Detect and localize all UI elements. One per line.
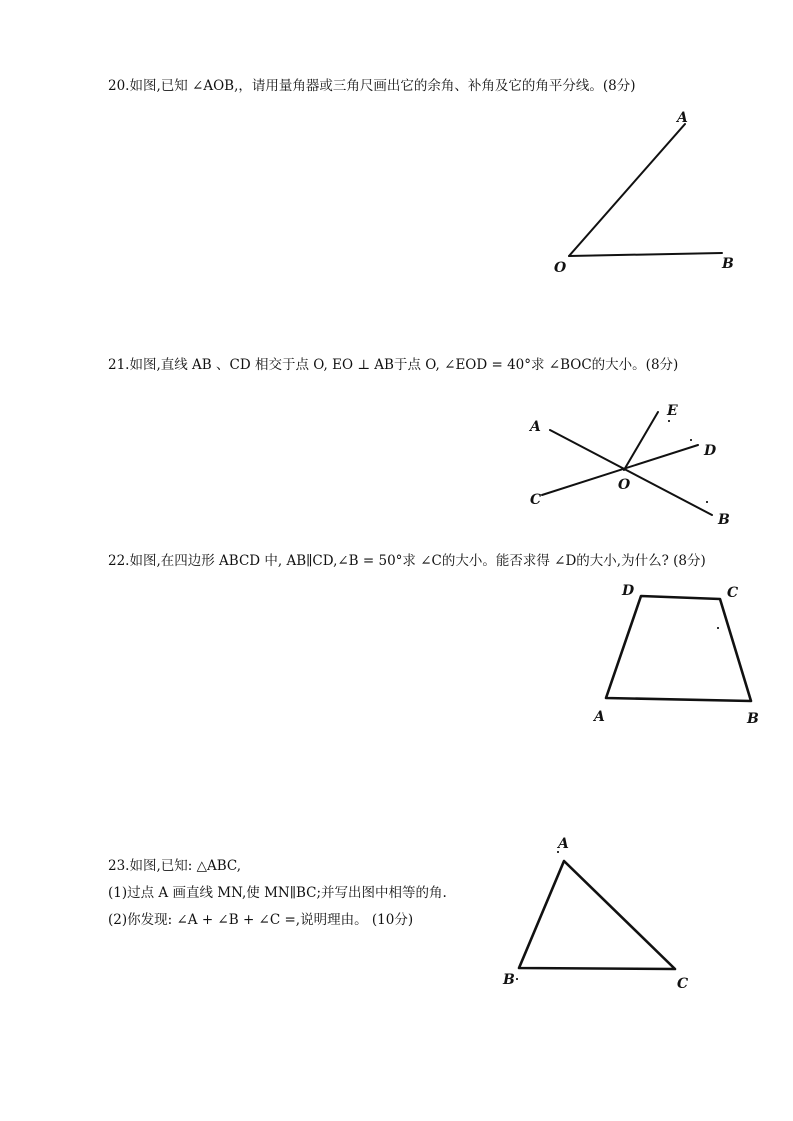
mark-b [516,978,518,980]
question-21-text: 21.如图,直线 AB 、CD 相交于点 O, EO ⊥ AB于点 O, ∠EOD = 40°求 ∠BOC的大小。(8分) [108,357,679,373]
label-c: C [727,585,739,601]
label-o: O [618,477,631,493]
question-22-text: 22.如图,在四边形 ABCD 中, AB∥CD,∠B = 50°求 ∠C的大小。能否求得 ∠D的大小,为什么? (8分) [108,553,706,569]
line-ab [550,430,712,515]
question-23-line2: (1)过点 A 画直线 MN,使 MN∥BC;并写出图中相等的角. [108,885,447,901]
ray-ob [569,253,722,256]
label-b: B [747,711,759,727]
triangle-abc-figure [495,830,705,1000]
angle-aob-figure [540,100,760,280]
label-a: A [558,836,569,852]
label-c: C [530,492,542,508]
ray-oa [569,124,685,256]
label-b: B [722,256,734,272]
mark-d [690,439,692,441]
mark-b [706,501,708,503]
label-c: C [677,976,689,992]
quadrilateral-abcd-figure [585,575,775,735]
label-d: D [704,443,717,459]
label-a: A [594,709,605,725]
question-20-text: 20.如图,已知 ∠AOB,，请用量角器或三角尺画出它的余角、补角及它的角平分线。(8分) [108,78,636,94]
label-o: O [554,260,567,276]
intersecting-lines-figure [520,395,750,535]
label-b: B [503,972,515,988]
question-23-line1: 23.如图,已知: △ABC, [108,858,242,874]
question-23-line3: (2)你发现: ∠A + ∠B + ∠C =,说明理由。 (10分) [108,912,414,928]
ray-oe [624,412,658,470]
label-a: A [677,110,688,126]
mark-e [668,420,670,422]
triangle-abc [519,861,675,969]
label-a: A [530,419,541,435]
label-e: E [667,403,678,419]
quadrilateral-abcd [606,596,751,701]
label-b: B [718,512,730,528]
mark-side-bc [717,627,719,629]
label-d: D [622,583,635,599]
